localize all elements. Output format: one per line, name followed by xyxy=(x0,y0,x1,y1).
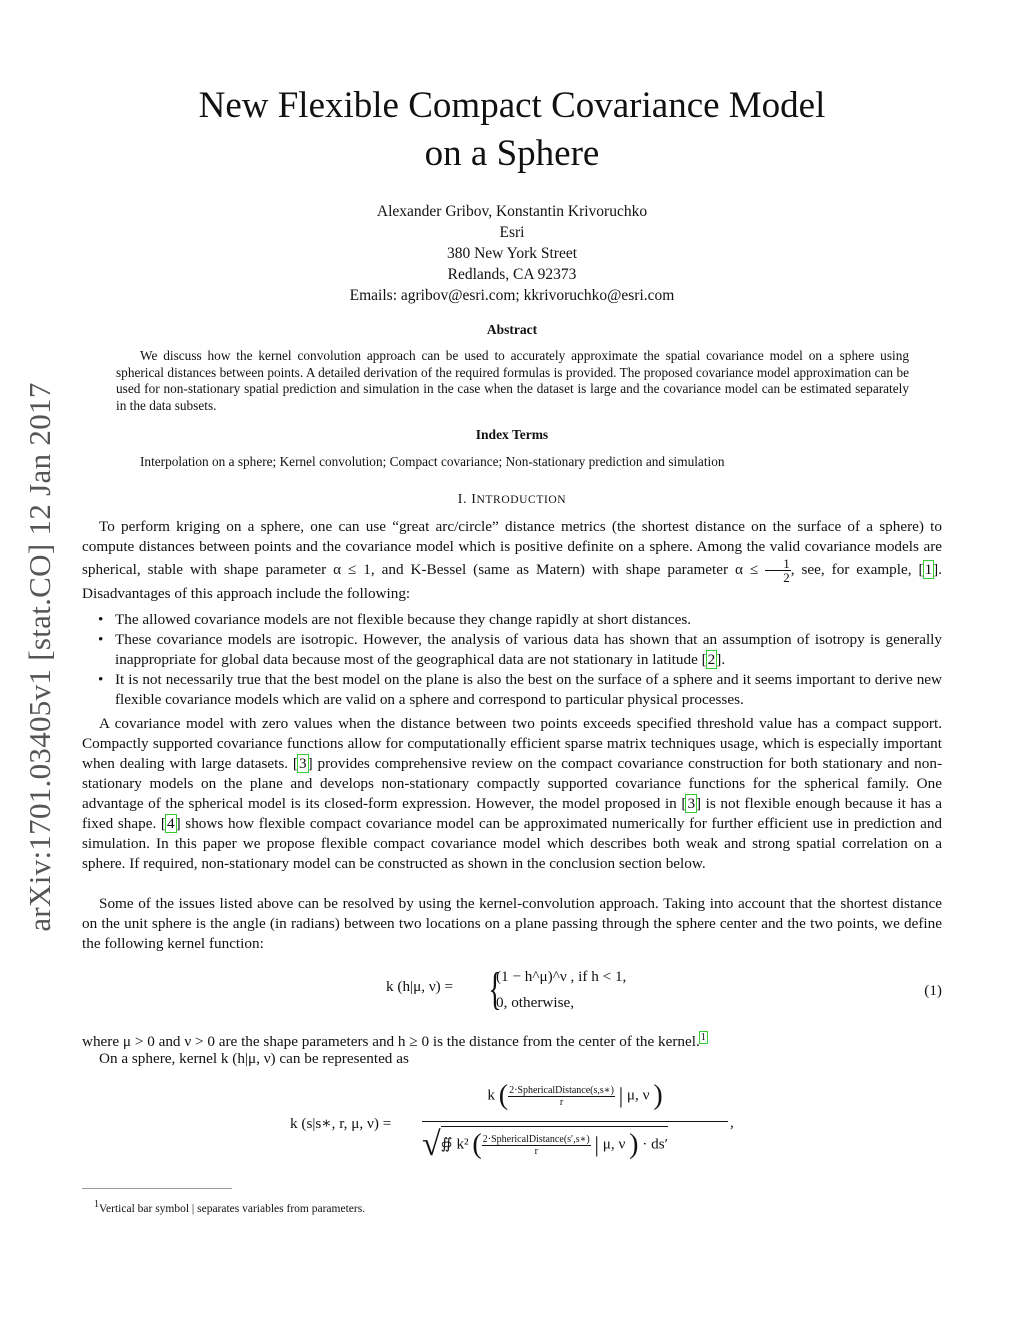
eq2-numerator: k ( $\frac{\text{2·SphericalDistance(s,s∗)}}{r}$ | μ, ν ) xyxy=(487,1080,663,1111)
list-item: • The allowed covariance models are not flexible because they change rapidly at short distances. xyxy=(82,610,942,630)
authors: Alexander Gribov, Konstantin Krivoruchko xyxy=(376,203,648,220)
citation-link[interactable]: 2 xyxy=(707,651,716,668)
eq2-denominator: √∯ k² ( $\frac{\text{2·SphericalDistance(s′,s∗)}}{r}$ | μ, ν ) · ds′ xyxy=(422,1126,668,1163)
eq1-case-2: 0, otherwise, xyxy=(496,994,575,1011)
footnote: 1Vertical bar symbol | separates variables from parameters. xyxy=(94,1199,366,1215)
paragraph-5: On a sphere, kernel k (h|μ, ν) can be represented as xyxy=(99,1050,409,1067)
footnote-rule xyxy=(82,1188,232,1189)
equation-number: (1) xyxy=(924,982,942,999)
bullet-list xyxy=(82,610,942,710)
citation-link[interactable]: 1 xyxy=(924,560,933,578)
alpha-half-expression: α ≤ $\frac{1}{2}$ xyxy=(735,556,790,585)
address-line-2: Redlands, CA 92373 xyxy=(447,266,577,283)
paper-title xyxy=(100,82,924,178)
abstract-heading: Abstract xyxy=(486,322,538,337)
index-terms-heading: Index Terms xyxy=(475,427,549,442)
emails: Emails: agribov@esri.com; kkrivoruchko@esri.com xyxy=(349,287,675,304)
citation-link[interactable]: 3 xyxy=(687,795,696,812)
eq1-case-1: (1 − h^μ)^ν , if h < 1, xyxy=(496,968,627,985)
intro-paragraph-3: Some of the issues listed above can be resolved by using the kernel-convolution approach. Taking into account that the shortest distance on the unit sphere is the angle (in radians) between two locations on a plane passing through the sphere center and the two points, we define the following kernel function: xyxy=(82,895,942,952)
fraction-one-half: $\frac{1}{2}$ xyxy=(765,557,791,584)
eq2-lhs: k (s|s∗, r, μ, ν) = xyxy=(290,1115,392,1132)
citation-link[interactable]: 4 xyxy=(166,815,175,832)
equation-1 xyxy=(82,964,942,1020)
abstract-text: We discuss how the kernel convolution approach can be used to accurately approximate the spatial covariance model on a sphere using spherical distances between points. A detailed derivation of the required formulas is provided. The proposed covariance model approximation can be used for non-stationary spatial prediction and simulation in the case when the dataset is large and the covariance model can be estimated separately in the data subsets. xyxy=(116,348,909,413)
address-line-1: 380 New York Street xyxy=(446,245,578,262)
eq2-fraction-bar xyxy=(422,1121,728,1122)
intro-paragraph-2: A covariance model with zero values when the distance between two points exceeds specified threshold value has a compact support. Compactly supported covariance functions allow for computationally efficient sparse matrix techniques usage, which is especially important when dealing with large datasets. [3] provides comprehensive review on the compact covariance construction for both stationary and non-stationary models on the plane and develops non-stationary compactly supported covariance functions for the spherical family. One advantage of the spherical model is its closed-form expression. However, the model proposed in [3] is not flexible enough because it has a fixed shape. [4] shows how flexible compact covariance model can be approximated numerically for further efficient use in prediction and simulation. In this paper we propose flexible compact covariance model which describes both weak and strong spatial correlation on a sphere. If required, non-stationary model can be constructed as shown in the conclusion section below. xyxy=(82,715,943,872)
footnote-link[interactable]: 1 xyxy=(700,1032,706,1043)
title-line-1: New Flexible Compact Covariance Model xyxy=(198,85,826,126)
eq1-lhs: k (h|μ, ν) = xyxy=(386,978,454,995)
title-line-2: on a Sphere xyxy=(424,133,600,174)
citation-link[interactable]: 3 xyxy=(299,755,307,772)
list-item: • It is not necessarily true that the best model on the plane is also the best on the surface of a sphere and it seems important to derive new flexible covariance models which are valid on a sphere and correspond to particular physical processes. xyxy=(82,670,942,710)
list-item: • These covariance models are isotropic. However, the analysis of various data has shown that an assumption of isotropy is generally inappropriate for global data because most of the geographical data are not stationary in latitude [2]. xyxy=(82,630,942,670)
author-block xyxy=(100,201,924,306)
section-heading: I. INTRODUCTION xyxy=(457,492,567,507)
arxiv-stamp: arXiv:1701.03405v1 [stat.CO] 12 Jan 2017 xyxy=(22,382,57,932)
eq1-brace: { xyxy=(488,963,502,1014)
equation-2: k (s|s∗, r, μ, ν) = k ( $\frac{\text{2·SphericalDistance(s,s∗)}}{r}$ | μ, ν ) √∯ k² ( $\frac{\text{2·SphericalDistance(s′,s∗)}}{r}$ | μ, ν ) · ds′ , xyxy=(290,1080,734,1163)
index-terms: Interpolation on a sphere; Kernel convolution; Compact covariance; Non-stationary prediction and simulation xyxy=(140,454,725,469)
affiliation: Esri xyxy=(499,224,525,241)
intro-paragraph-1: To perform kriging on a sphere, one can use “great arc/circle” distance metrics (the shortest distance on the surface of a sphere) to compute distances between points and the covariance model which is positive definite on a sphere. Among the valid covariance models are spherical, stable with shape parameter α ≤ 1, and K-Bessel (same as Matern) with shape parameter α ≤ $\frac{1}{2}$ , see, for example, [1]. Disadvantages of this approach include the following: xyxy=(82,518,943,602)
paragraph-4: where μ > 0 and ν > 0 are the shape parameters and h ≥ 0 is the distance from the center of the kernel.$^1$ xyxy=(82,1032,706,1051)
